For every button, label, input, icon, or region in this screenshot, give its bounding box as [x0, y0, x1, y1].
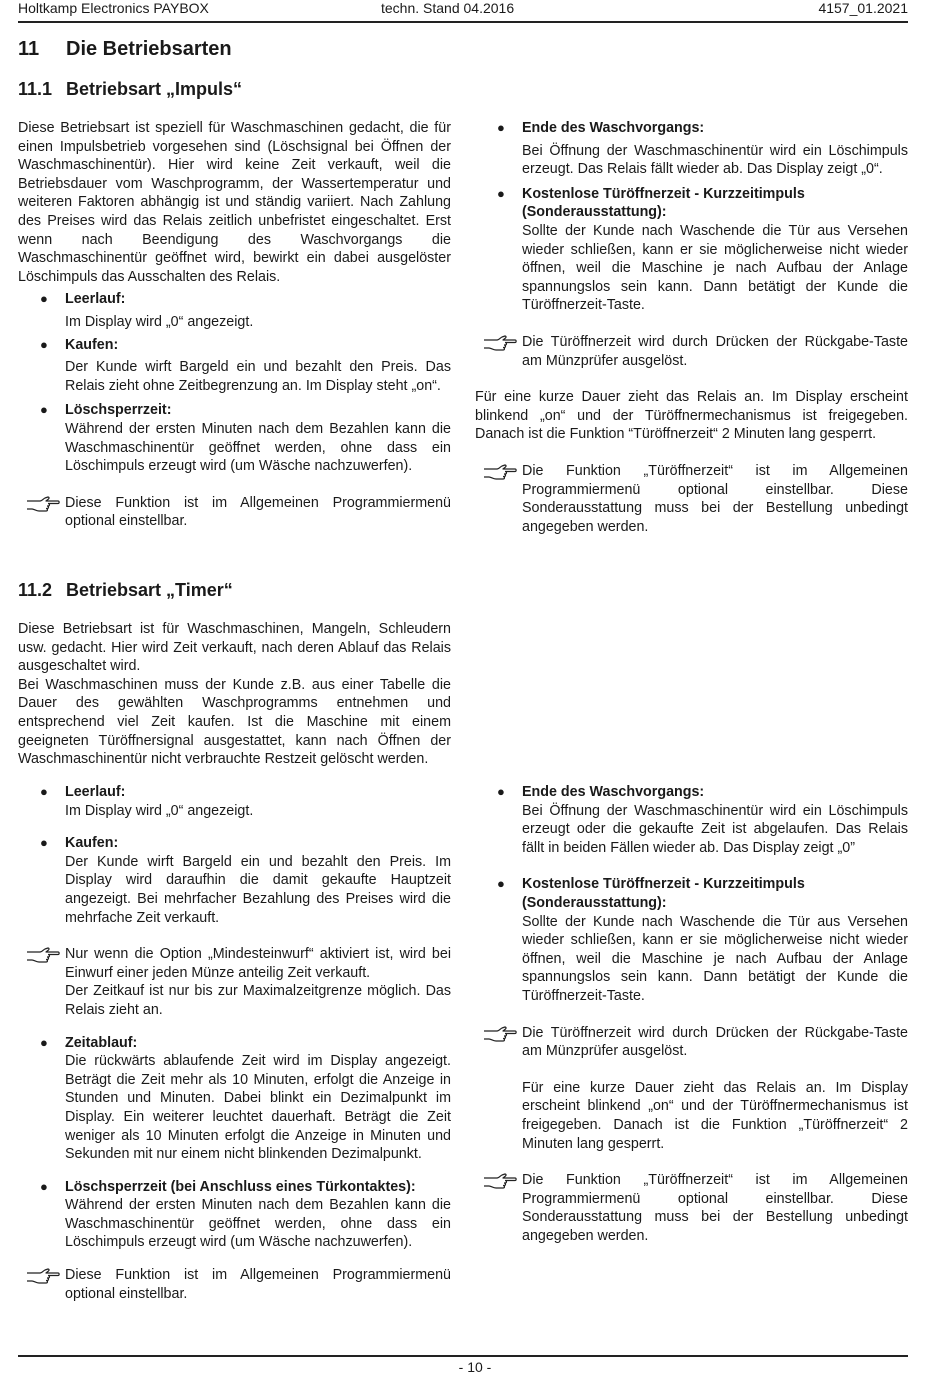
note-hint: [475, 1024, 908, 1154]
bullet-icon: ●: [40, 402, 48, 418]
note-text: Diese Funktion ist im Allgemeinen Programmiermenü optional einstellbar.: [65, 1267, 451, 1302]
section-number: 11.2: [18, 580, 53, 600]
bullet-icon: ●: [40, 835, 48, 851]
section-11-2-intro: [18, 620, 451, 769]
section-11-1-left-column: [18, 119, 451, 531]
list-item-text: Während der ersten Minuten nach dem Bezahlen kann die Waschmaschinentür geöffnet werden, ohne dass ein Löschimpuls erzeugt wird (um Wäsche nachzuwerfen).: [65, 420, 451, 475]
list-item-kaufen: [18, 834, 451, 927]
list-item-title: Ende des Waschvorgangs:: [522, 784, 705, 800]
chapter-title-text: Die Betriebsarten: [66, 38, 232, 60]
header-docnumber: 4157_01.2021: [818, 0, 908, 16]
list-item-text: Bei Öffnung der Waschmaschinentür wird ein Löschimpuls erzeugt oder die gekaufte Zeit ist abgelaufen. Das Relais fällt in beiden Fällen wieder ab. Das Display zeigt „0”: [522, 802, 908, 856]
bullet-icon: ●: [497, 876, 505, 892]
pointing-hand-icon: [483, 463, 517, 483]
list-item-text: Der Kunde wirft Bargeld ein und bezahlt den Preis. Das Relais zieht ohne Zeitbegrenzung an. Im Display steht „on“.: [65, 359, 451, 394]
section-11-2-heading: [18, 580, 233, 601]
pointing-hand-icon: [483, 1025, 517, 1045]
list-item-loeschsperrzeit: [18, 1178, 451, 1252]
bullet-icon: ●: [497, 120, 505, 135]
list-item-text: Im Display wird „0“ angezeigt.: [65, 313, 254, 330]
list-item-zeitablauf: [18, 1034, 451, 1164]
note-text: Nur wenn die Option „Mindesteinwurf“ aktiviert ist, wird bei Einwurf einer jeden Münze anteilig Zeit verkauft.: [65, 946, 451, 981]
list-item-text: Im Display wird „0“ angezeigt.: [65, 802, 254, 819]
bullet-icon: ●: [40, 1034, 48, 1050]
list-item-text: Bei Öffnung der Waschmaschinentür wird ein Löschimpuls erzeugt. Das Relais fällt wieder ab. Das Display zeigt „0“.: [522, 142, 908, 178]
header-divider: [18, 21, 908, 23]
note-text: Diese Funktion ist im Allgemeinen Programmiermenü optional einstellbar.: [65, 494, 451, 530]
list-item-title: Kostenlose Türöffnerzeit - Kurzzeitimpuls (Sonderausstattung):: [522, 876, 805, 911]
note-text: Für eine kurze Dauer zieht das Relais an. Im Display erscheint blinkend „on“ und der Türöffnermechanismus ist freigegeben. Danach ist die Funktion „Türöffnerzeit“ 2 Minuten lang gesperrt.: [522, 1079, 908, 1152]
section-11-1-heading: [18, 79, 242, 100]
list-item-text: Der Kunde wirft Bargeld ein und bezahlt den Preis. Im Display wird daraufhin die damit gekaufte Hauptzeit angezeigt. Bei mehrfacher Bezahlung des Preises wird die mehrfache Zeit verkauft.: [65, 853, 451, 926]
pointing-hand-icon: [483, 334, 517, 354]
list-item-title: Leerlauf:: [65, 291, 126, 308]
bullet-icon: ●: [497, 185, 505, 201]
intro-paragraph-2: Bei Waschmaschinen muss der Kunde z.B. aus einer Tabelle die Dauer des gewählten Waschprogramms entnehmen und entsprechend viel Zeit kaufen. Ist die Maschine mit einem geeigneten Türöffnersignal ausgestattet, kann nach Öffnen der Waschmaschinentür nicht verbrauchte Restzeit gelöscht werden.: [18, 676, 451, 768]
list-item-title: Zeitablauf:: [65, 1034, 138, 1051]
info-paragraph: Für eine kurze Dauer zieht das Relais an. Im Display erscheint blinkend „on“ und der Türöffnermechanismus ist freigegeben. Danach ist die Funktion “Türöffnerzeit“ 2 Minuten lang gesperrt.: [475, 389, 908, 443]
note-text: Die Türöffnerzeit wird durch Drücken der Rückgabe-Taste am Münzprüfer ausgelöst.: [522, 333, 908, 369]
pointing-hand-icon: [26, 1267, 60, 1287]
list-item-title: Kostenlose Türöffnerzeit - Kurzzeitimpuls (Sonderausstattung):: [522, 185, 805, 221]
section-11-1-right-column: [475, 119, 908, 536]
list-item-leerlauf: [18, 783, 451, 820]
page-number: - 10 -: [458, 1359, 492, 1375]
note-hint: [18, 945, 451, 1019]
intro-paragraph-1: Diese Betriebsart ist für Waschmaschinen, Mangeln, Schleudern usw. gedacht. Hier wird Zeit verkauft, nach deren Ablauf das Relais ausgeschaltet wird.: [18, 621, 451, 675]
header-revision: techn. Stand 04.2016: [381, 0, 515, 16]
section-title: Betriebsart „Impuls“: [66, 79, 243, 99]
header-company: Holtkamp Electronics PAYBOX: [18, 0, 209, 16]
section-number: 11.1: [18, 79, 53, 99]
bullet-icon: ●: [40, 336, 48, 352]
list-item-text: Sollte der Kunde nach Waschende die Tür aus Versehen wieder schließen, kann er sie möglicherweise nicht wieder öffnen, weil die Maschine je nach Aufbau der Anlage spannungslos sein kann. Dann betätigt der Kunde die Türöffnerzeit-Taste.: [522, 222, 908, 314]
section-11-2-right-column: [475, 783, 908, 1245]
intro-paragraph: Diese Betriebsart ist speziell für Waschmaschinen gedacht, die für einen Impulsbetrieb vorgesehen sind (Löschsignal bei Öffnen der Waschmaschinentür). Hier wird keine Zeit verkauft, weil die Betriebsdauer vom Waschprogramm, der Wassertemperatur und weiteren Faktoren abhängig ist und ständig variiert. Nach Zahlung des Preises wird das Relais zeitlich unbefristet eingeschaltet. Erst wenn nach Beendigung des Waschvorgangs die Waschmaschinentür geöffnet wird, bewirkt ein dabei ausgelöster Löschimpuls das Ausschalten des Relais.: [18, 120, 451, 285]
list-item-title: Kaufen:: [65, 336, 119, 353]
list-item-kaufen: [18, 336, 451, 396]
list-item-kostenlose-tueroeffnerzeit: [475, 185, 908, 315]
note-text: Die Funktion „Türöffnerzeit“ ist im Allgemeinen Programmiermenü optional einstellbar. Diese Sonderausstattung muss bei der Bestellung unbedingt angegeben werden.: [522, 1172, 908, 1244]
list-item-kostenlose-tueroeffnerzeit: [475, 875, 908, 1005]
list-item-ende: [475, 119, 908, 179]
bullet-icon: ●: [40, 291, 48, 307]
bullet-icon: ●: [40, 784, 48, 799]
note-hint: [18, 1266, 451, 1303]
footer-divider: [18, 1355, 908, 1357]
chapter-number: 11: [18, 38, 40, 60]
chapter-title: [18, 38, 232, 61]
page-header: [18, 0, 908, 20]
list-item-text: Sollte der Kunde nach Waschende die Tür aus Versehen wieder schließen, kann er sie möglicherweise nicht wieder öffnen, weil die Maschine je nach Aufbau der Anlage spannungslos sein kann. Dann betätigt der Kunde die Türöffnerzeit-Taste.: [522, 913, 908, 1004]
note-hint: [475, 1171, 908, 1245]
bullet-icon: ●: [497, 784, 505, 799]
note-hint: [18, 494, 451, 531]
list-item-title: Leerlauf:: [65, 784, 126, 800]
list-item-title: Ende des Waschvorgangs:: [522, 120, 705, 136]
list-item-leerlauf: [18, 290, 451, 331]
note-hint: [475, 333, 908, 370]
list-item-text: Die rückwärts ablaufende Zeit wird im Display angezeigt. Beträgt die Zeit mehr als 10 Minuten, erfolgt die Anzeige in Stunden und Minuten. Dabei blinkt ein Dezimalpunkt im Display. Ein weiterer leuchtet dauerhaft. Beträgt die Zeit weniger als 10 Minuten erfolgt die Anzeige in Minuten und Sekunden mit nur einem nicht blinkenden Dezimalpunkt.: [65, 1053, 451, 1163]
pointing-hand-icon: [483, 1172, 517, 1192]
list-item-text: Während der ersten Minuten nach dem Bezahlen kann die Waschmaschinentür geöffnet werden, ohne dass ein Löschimpuls erzeugt wird (um Wäsche nachzuwerfen).: [65, 1197, 451, 1251]
note-text: Die Funktion „Türöffnerzeit“ ist im Allgemeinen Programmiermenü optional einstellbar. Diese Sonderausstattung muss bei der Bestellung unbedingt angegeben werden.: [522, 462, 908, 535]
note-text: Die Türöffnerzeit wird durch Drücken der Rückgabe-Taste am Münzprüfer ausgelöst.: [522, 1024, 908, 1060]
note-hint: [475, 462, 908, 536]
section-11-2-left-column: [18, 783, 451, 1303]
list-item-title: Löschsperrzeit (bei Anschluss eines Türkontaktes):: [65, 1178, 416, 1195]
list-item-loeschsperrzeit: [18, 401, 451, 475]
note-text: Der Zeitkauf ist nur bis zur Maximalzeitgrenze möglich. Das Relais zieht an.: [65, 983, 451, 1018]
section-title: Betriebsart „Timer“: [66, 580, 233, 600]
pointing-hand-icon: [26, 495, 60, 515]
list-item-title: Kaufen:: [65, 835, 119, 852]
pointing-hand-icon: [26, 946, 60, 966]
bullet-icon: ●: [40, 1178, 48, 1194]
list-item-title: Löschsperrzeit:: [65, 402, 172, 419]
list-item-ende: [475, 783, 908, 857]
